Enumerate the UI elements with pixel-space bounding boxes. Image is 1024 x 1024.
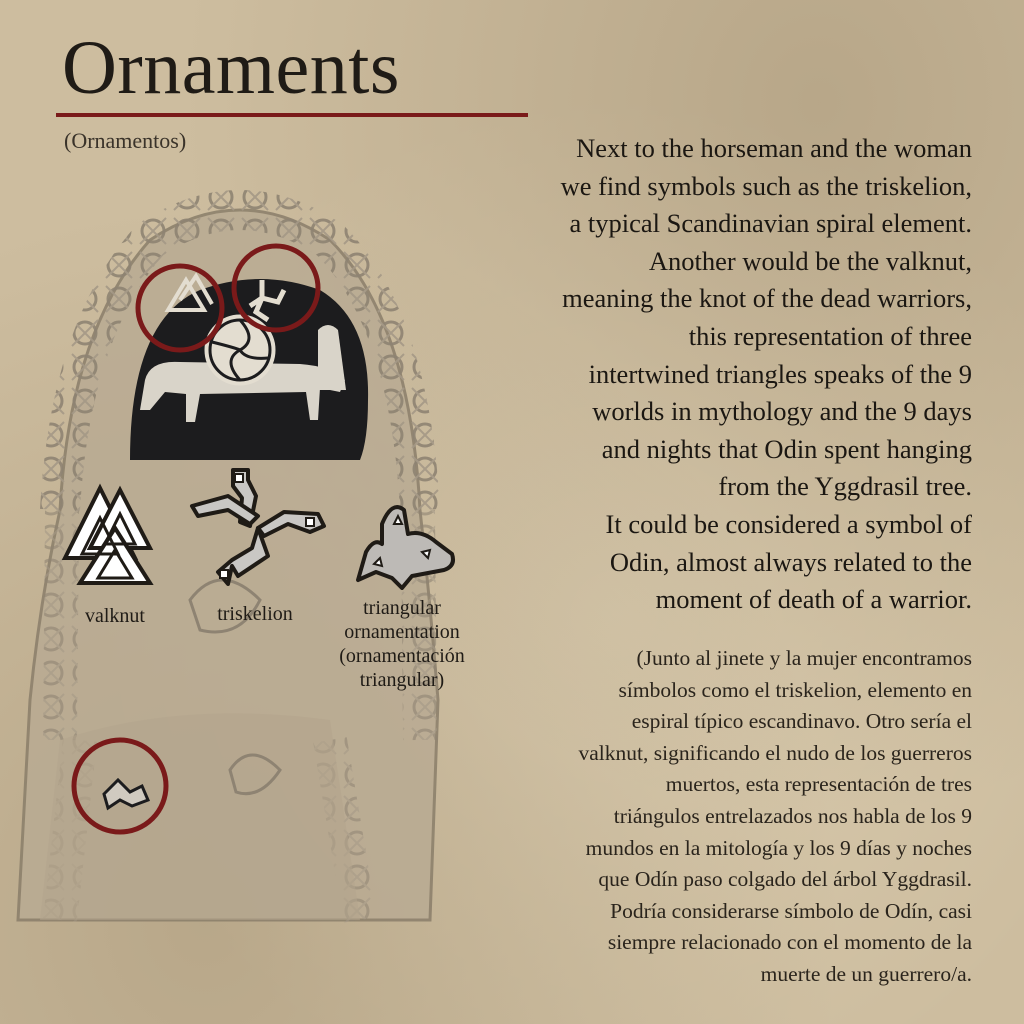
triskelion-label: triskelion [217,603,293,625]
page-title: Ornaments [62,26,400,110]
english-description: Next to the horseman and the woman we find symbols such as the triskelion, a typical Scandinavian spiral element. Another would be the valknut, meaning the knot of the dead warriors, this representation of three intertwined triangles speaks of the 9 worlds in mythology and the 9 days and nights that Odin spent hanging from the Yggdrasil tree. It could be considered a symbol of Odin, almost always related to the moment of death of a warrior. [560,133,972,615]
title-underline [56,113,528,117]
triangular-ornament-icon [352,494,460,590]
valknut-icon [60,478,170,588]
triangular-ornament-label: triangular ornamentation (ornamentación triangular) [339,597,465,691]
triskelion-icon [188,466,328,596]
spanish-description: (Junto al jinete y la mujer encontramos símbolos como el triskelion, elemento en espiral típico escandinavo. Otro sería el valknut, significando el nudo de los guerreros muertos, esta representación de tres triángulos entrelazados nos habla de los 9 mundos en la mitología y los 9 días y noches que Odín paso colgado del árbol Yggdrasil. Podría considerarse símbolo de Odín, casi siempre relacionado con el momento de la muerte de un guerrero/a. [578,646,972,986]
valknut-label: valknut [85,605,145,627]
page-subtitle: (Ornamentos) [64,128,187,153]
